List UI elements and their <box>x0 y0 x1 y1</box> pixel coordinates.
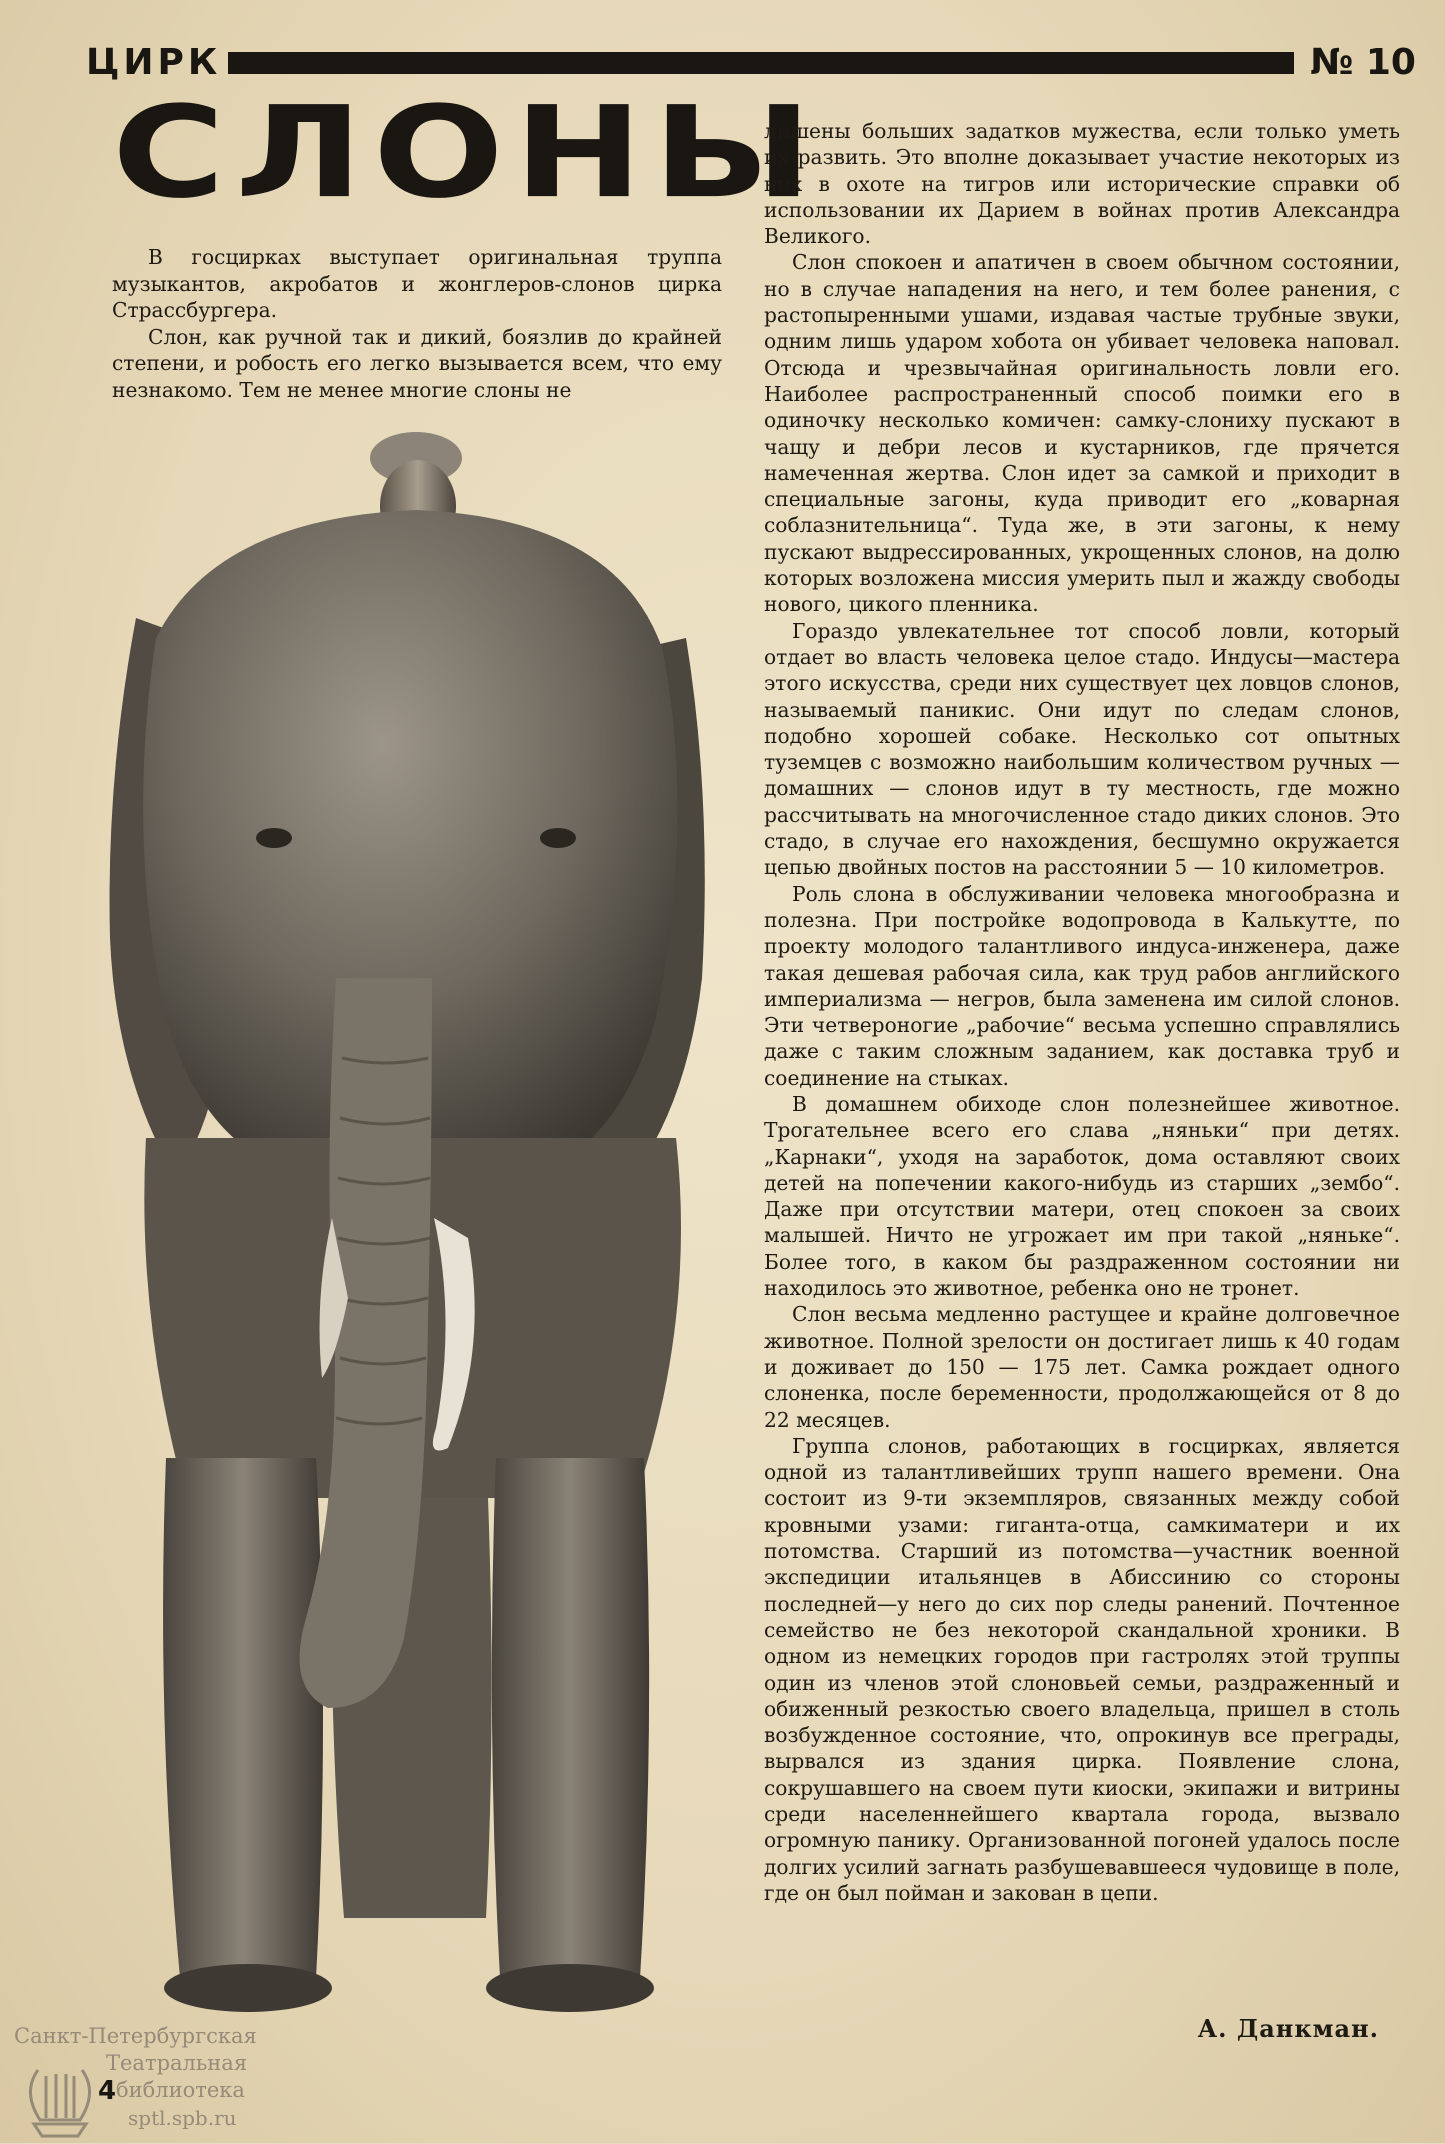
watermark-line: Санкт-Петербургская <box>14 2024 257 2048</box>
paragraph: В домашнем обиходе слон полезнейшее животное. Трогательнее всего его слава „няньки“ при детях. „Карнаки“, уходя на заработок, дома оставляют своих детей на попечении какого-нибудь из старших „зембо“. Даже при отсутствии матери, отец спокоен за своих малышей. Ничто не угрожает им при такой „няньке“. Более того, в каком бы раздраженном состоянии ни находилось это животное, ребенка оно не тронет. <box>764 1091 1400 1301</box>
paragraph: Слон спокоен и апатичен в своем обычном состоянии, но в случае нападения на него, и тем более ранения, с растопыренными ушами, издавая частые трубные звуки, одним лишь ударом хобота он убивает человека наповал. Отсюда и чрезвычайная оригинальность ловли его. Наиболее распространенный способ поимки его в одиночку несколько комичен: самку-слониху пускают в чащу и дебри лесов и кустарников, где прячется намеченная жертва. Слон идет за самкой и приходит в специальные загоны, куда приводит его „коварная соблазнительница“. Туда же, в эти загоны, к нему пускают выдрессированных, укрощенных слонов, на долю которых возложена миссия умерить пыл и жажду свободы нового, цикого пленника. <box>764 250 1400 617</box>
author-signature: А. Данкман. <box>1197 2014 1379 2043</box>
intro-text <box>112 244 722 403</box>
paragraph: Роль слона в обслуживании человека многообразна и полезна. При постройке водопровода в Калькутте, по проекту молодого талантливого индуса-инженера, даже такая дешевая рабочая сила, как труд рабов английского империализма — негров, была заменена им силой слонов. Эти четвероногие „рабочие“ весьма успешно справлялись даже с таким сложным заданием, как доставка труб и соединение на стыках. <box>764 881 1400 1090</box>
watermark-line: библиотека <box>116 2078 245 2102</box>
paragraph: лишены больших задатков мужества, если только уметь их развить. Это вполне доказывает участие некоторых из них в охоте на тигров или исторические справки об использовании их Дарием в войнах против Александра Великого. <box>764 119 1400 249</box>
watermark-line: Театральная <box>106 2051 248 2075</box>
right-column <box>764 118 1400 1906</box>
paragraph: Слон весьма медленно растущее и крайне долговечное животное. Полной зрелости он достигает лишь к 40 годам и доживает до 150 — 175 лет. Самка рождает одного слоненка, после беременности, продолжающейся от 8 до 22 месяцев. <box>764 1302 1400 1432</box>
elephant-photo <box>96 418 716 2040</box>
paragraph: Гораздо увлекательнее тот способ ловли, который отдает во власть человека целое стадо. Индусы—мастера этого искусства, среди них существует цех ловцов слонов, называемый паникис. Они идут по следам слонов, подобно хорошей собаке. Несколько сот опытных туземцев с возможно наибольшим количеством ручных — домашних — слонов идут в ту местность, где можно рассчитывать на многочисленное стадо диких слонов. Это стадо, в случае его нахождения, бесшумно окружается цепью двойных постов на расстоянии 5 — 10 километров. <box>764 618 1400 880</box>
intro-paragraph: Слон, как ручной так и дикий, боязлив до крайней степени, и робость его легко вызывается всем, что ему незнакомо. Тем не менее многие слоны не <box>112 324 722 402</box>
library-watermark <box>8 2024 257 2144</box>
issue-number: № 10 <box>1310 42 1416 83</box>
paragraph: Группа слонов, работающих в госцирках, является одной из талантливейших трупп нашего времени. Она состоит из 9-ти экземпляров, связанных между собой кровными узами: гиганта-отца, самкиматери и их потомства. Старший из потомства—участник военной экспедиции итальянцев в Абиссинию со стороны последней—у него до сих пор следы ранений. Почтенное семейство не без некоторой скандальной хроники. В одном из немецких городов при гастролях этой труппы один из членов этой слоновьей семьи, раздраженный и обиженный резкостью своего владельца, пришел в столь возбужденное состояние, что, опрокинув все преграды, вырвался из здания цирка. Появление слона, сокрушавшего на своем пути киоски, экипажи и витрины среди населеннейшего квартала города, вызвало огромную панику. Организованной погоней удалось после долгих усилий загнать разбушевавшееся чудовище в поле, где он был пойман и закован в цепи. <box>764 1433 1400 1905</box>
watermark-url: sptl.spb.ru <box>128 2106 237 2130</box>
lyre-icon <box>16 2062 104 2142</box>
page-number: 4 <box>98 2076 117 2106</box>
header-rule <box>228 52 1294 74</box>
article-title: СЛОНЫ <box>112 79 823 227</box>
section-label: ЦИРК <box>86 42 222 83</box>
intro-paragraph: В госцирках выступает оригинальная труппа музыкантов, акробатов и жонглеров-слонов цирка Страссбургера. <box>112 245 722 322</box>
